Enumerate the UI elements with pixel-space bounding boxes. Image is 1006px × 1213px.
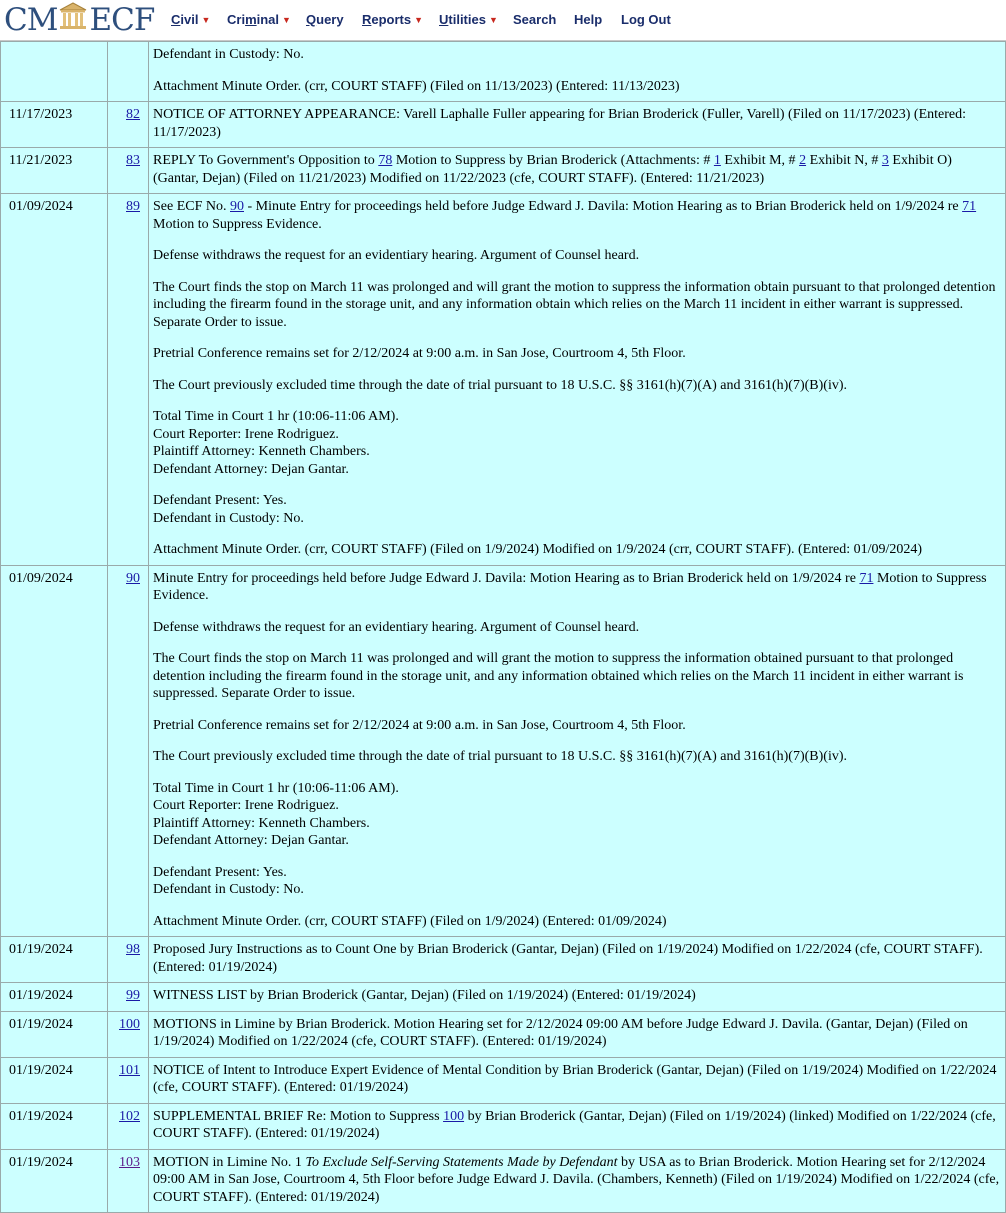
docket-number-link[interactable]: 100 bbox=[119, 1016, 140, 1032]
entry-text: Motion to Suppress Evidence. bbox=[153, 570, 987, 603]
date-cell: 01/19/2024 bbox=[1, 1057, 108, 1103]
entry-paragraph: The Court finds the stop on March 11 was prolonged and will grant the motion to suppress the information obtained pursuant to that prolonged detention including the firearm found in the storage unit, and any information obtained which relies on the March 11 incident in either warrant is suppressed. Separate Order to issue. bbox=[153, 651, 964, 701]
dropdown-caret-icon: ▼ bbox=[201, 15, 211, 25]
table-row bbox=[1, 565, 1006, 937]
docket-number-link[interactable]: 103 bbox=[119, 1154, 140, 1170]
entry-text: Exhibit N, # bbox=[806, 153, 882, 168]
entry-paragraph bbox=[153, 198, 1000, 233]
entry-line: Defendant in Custody: No. bbox=[153, 510, 304, 526]
docket-text-cell: NOTICE OF ATTORNEY APPEARANCE: Varell Laphalle Fuller appearing for Brian Broderick (Fuller, Varell) (Filed on 11/17/2023) (Entered: 11/17/2023) bbox=[149, 102, 1006, 148]
top-menu-bar bbox=[0, 0, 1006, 41]
entry-line: Defendant Present: Yes. bbox=[153, 864, 287, 880]
number-cell bbox=[108, 194, 149, 566]
docket-number-link[interactable]: 98 bbox=[126, 942, 140, 957]
entry-line: Court Reporter: Irene Rodriguez. bbox=[153, 426, 339, 442]
entry-paragraph: The Court previously excluded time through the date of trial pursuant to 18 U.S.C. §§ 3161(h)(7)(A) and 3161(h)(7)(B)(iv). bbox=[153, 749, 848, 764]
docket-text-cell: Proposed Jury Instructions as to Count One by Brian Broderick (Gantar, Dejan) (Filed on 1/19/2024) Modified on 1/22/2024 (cfe, COURT STAFF). (Entered: 01/19/2024) bbox=[149, 937, 1006, 983]
entry-text: Exhibit M, # bbox=[720, 153, 800, 168]
entry-paragraph: Attachment Minute Order. (crr, COURT STAFF) (Filed on 1/9/2024) (Entered: 01/09/2024) bbox=[153, 913, 667, 929]
date-cell: 01/09/2024 bbox=[1, 194, 108, 566]
entry-text-italic: To Exclude Self-Serving Statements Made by Defendant bbox=[305, 1154, 618, 1170]
date-cell: 11/17/2023 bbox=[1, 102, 108, 148]
logo-text-cm: CM bbox=[4, 2, 58, 38]
logo-text-ecf: ECF bbox=[89, 2, 155, 38]
entry-paragraph bbox=[153, 492, 1000, 527]
entry-paragraph bbox=[153, 408, 1000, 478]
docket-text-cell bbox=[149, 565, 1006, 937]
menu-search[interactable]: Search bbox=[513, 12, 557, 27]
entry-line: Total Time in Court 1 hr (10:06-11:06 AM). bbox=[153, 409, 399, 424]
table-row bbox=[1, 1011, 1006, 1057]
entry-line: Defendant in Custody: No. bbox=[153, 882, 304, 897]
entry-text: Minute Entry for proceedings held before Judge Edward J. Davila: Motion Hearing as to Brian Broderick held on 1/9/2024 re bbox=[153, 570, 860, 586]
table-row bbox=[1, 194, 1006, 566]
date-cell: 01/19/2024 bbox=[1, 1149, 108, 1213]
menu-query[interactable]: Query bbox=[306, 12, 344, 27]
table-row bbox=[1, 102, 1006, 148]
entry-paragraph: Defense withdraws the request for an evidentiary hearing. Argument of Counsel heard. bbox=[153, 619, 640, 635]
menu-utilities[interactable]: Utilities ▼ bbox=[439, 12, 498, 27]
number-cell bbox=[108, 565, 149, 937]
entry-text: by USA as to Brian Broderick. Motion Hearing set for 2/12/2024 09:00 AM in San Jose, Courtroom 4, 5th Floor before Judge Edward J. Davila. (Chambers, Kenneth) (Filed on 1/19/2024) Modified on 1/22/2024 (cfe, COURT STAFF). (Entered: 01/19/2024) bbox=[153, 1154, 1000, 1205]
table-row bbox=[1, 148, 1006, 194]
date-cell bbox=[1, 42, 108, 102]
entry-line: Plaintiff Attorney: Kenneth Chambers. bbox=[153, 444, 370, 459]
menu-log-out[interactable]: Log Out bbox=[621, 12, 671, 27]
date-cell: 01/19/2024 bbox=[1, 937, 108, 983]
entry-text: Motion to Suppress Evidence. bbox=[153, 216, 322, 232]
docket-number-link[interactable]: 101 bbox=[119, 1062, 140, 1078]
number-cell bbox=[108, 1149, 149, 1213]
courthouse-icon bbox=[58, 1, 88, 39]
docket-text-cell bbox=[149, 42, 1006, 102]
docket-text-cell: NOTICE of Intent to Introduce Expert Evidence of Mental Condition by Brian Broderick (Gantar, Dejan) (Filed on 1/19/2024) Modified on 1/22/2024 (cfe, COURT STAFF). (Entered: 01/19/2024) bbox=[149, 1057, 1006, 1103]
number-cell bbox=[108, 1103, 149, 1149]
number-cell bbox=[108, 1011, 149, 1057]
table-row bbox=[1, 1103, 1006, 1149]
table-row bbox=[1, 42, 1006, 102]
entry-text: SUPPLEMENTAL BRIEF Re: Motion to Suppress bbox=[153, 1108, 444, 1124]
docket-number-link[interactable]: 99 bbox=[126, 988, 140, 1003]
number-cell bbox=[108, 42, 149, 102]
docket-reference-link[interactable]: 90 bbox=[230, 199, 244, 214]
dropdown-caret-icon: ▼ bbox=[488, 15, 498, 25]
docket-reference-link[interactable]: 71 bbox=[962, 199, 977, 214]
cmecf-logo[interactable] bbox=[4, 1, 154, 39]
table-row bbox=[1, 1057, 1006, 1103]
entry-paragraph: Attachment Minute Order. (crr, COURT STAFF) (Filed on 11/13/2023) (Entered: 11/13/2023) bbox=[153, 78, 680, 94]
entry-line: Total Time in Court 1 hr (10:06-11:06 AM). bbox=[153, 780, 399, 796]
date-cell: 01/19/2024 bbox=[1, 1103, 108, 1149]
entry-text: Exhibit O) (Gantar, Dejan) (Filed on 11/21/2023) Modified on 11/22/2023 (cfe, COURT STAFF). (Entered: 11/21/2023) bbox=[153, 153, 952, 186]
date-cell: 01/09/2024 bbox=[1, 565, 108, 937]
number-cell bbox=[108, 983, 149, 1012]
docket-number-link[interactable]: 83 bbox=[126, 153, 140, 168]
entry-line: Plaintiff Attorney: Kenneth Chambers. bbox=[153, 815, 370, 831]
entry-paragraph: Defendant in Custody: No. bbox=[153, 47, 304, 62]
docket-text-cell: MOTIONS in Limine by Brian Broderick. Motion Hearing set for 2/12/2024 09:00 AM before Judge Edward J. Davila. (Gantar, Dejan) (Filed on 1/19/2024) Modified on 1/22/2024 (cfe, COURT STAFF). (Entered: 01/19/2024) bbox=[149, 1011, 1006, 1057]
entry-text: REPLY To Government's Opposition to bbox=[153, 153, 379, 168]
entry-line: Defendant Present: Yes. bbox=[153, 493, 287, 508]
entry-paragraph: Attachment Minute Order. (crr, COURT STAFF) (Filed on 1/9/2024) Modified on 1/9/2024 (crr, COURT STAFF). (Entered: 01/09/2024) bbox=[153, 542, 923, 557]
docket-number-link[interactable]: 82 bbox=[126, 107, 140, 122]
date-cell: 01/19/2024 bbox=[1, 983, 108, 1012]
entry-paragraph bbox=[153, 570, 1000, 605]
docket-number-link[interactable]: 102 bbox=[119, 1108, 140, 1124]
docket-text-cell bbox=[149, 194, 1006, 566]
entry-line: Defendant Attorney: Dejan Gantar. bbox=[153, 833, 349, 848]
entry-paragraph: Defense withdraws the request for an evidentiary hearing. Argument of Counsel heard. bbox=[153, 248, 640, 263]
dropdown-caret-icon: ▼ bbox=[282, 15, 291, 25]
entry-paragraph: Pretrial Conference remains set for 2/12/2024 at 9:00 a.m. in San Jose, Courtroom 4, 5th Floor. bbox=[153, 346, 686, 361]
entry-paragraph: The Court previously excluded time through the date of trial pursuant to 18 U.S.C. §§ 3161(h)(7)(A) and 3161(h)(7)(B)(iv). bbox=[153, 377, 848, 393]
entry-text: - Minute Entry for proceedings held before Judge Edward J. Davila: Motion Hearing as to Brian Broderick held on 1/9/2024 re bbox=[244, 199, 963, 214]
entry-paragraph: Pretrial Conference remains set for 2/12/2024 at 9:00 a.m. in San Jose, Courtroom 4, 5th Floor. bbox=[153, 717, 686, 733]
attachment-link[interactable]: 2 bbox=[799, 153, 807, 168]
entry-text: Motion to Suppress by Brian Broderick (Attachments: # bbox=[392, 153, 714, 168]
dropdown-caret-icon: ▼ bbox=[414, 15, 424, 25]
date-cell: 01/19/2024 bbox=[1, 1011, 108, 1057]
number-cell bbox=[108, 1057, 149, 1103]
menu-help[interactable]: Help bbox=[574, 12, 603, 27]
table-row bbox=[1, 983, 1006, 1012]
attachment-link[interactable]: 3 bbox=[881, 153, 889, 168]
menu-civil[interactable]: Civil ▼ bbox=[171, 12, 211, 27]
docket-number-link[interactable]: 90 bbox=[126, 570, 140, 586]
date-cell: 11/21/2023 bbox=[1, 148, 108, 194]
number-cell bbox=[108, 148, 149, 194]
entry-paragraph bbox=[153, 864, 1000, 899]
docket-reference-link[interactable]: 71 bbox=[859, 570, 874, 586]
table-row bbox=[1, 1149, 1006, 1213]
table-row bbox=[1, 937, 1006, 983]
entry-paragraph: The Court finds the stop on March 11 was prolonged and will grant the motion to suppress the information obtain pursuant to that prolonged detention including the firearm found in the storage unit, and any information obtain which relies on the March 11 incident in either warrant is suppressed. Separate Order to issue. bbox=[153, 279, 996, 330]
entry-text: by Brian Broderick (Gantar, Dejan) (Filed on 1/19/2024) (linked) Modified on 1/22/2024 (cfe, COURT STAFF). (Entered: 01/19/2024) bbox=[153, 1108, 996, 1141]
entry-text: MOTION in Limine No. 1 bbox=[153, 1154, 306, 1170]
docket-text-cell bbox=[149, 1149, 1006, 1213]
docket-reference-link[interactable]: 78 bbox=[378, 153, 393, 168]
attachment-link[interactable]: 1 bbox=[713, 153, 721, 168]
docket-number-link[interactable]: 89 bbox=[126, 199, 140, 214]
entry-paragraph bbox=[153, 780, 1000, 850]
docket-text-cell bbox=[149, 1103, 1006, 1149]
docket-text-cell: WITNESS LIST by Brian Broderick (Gantar, Dejan) (Filed on 1/19/2024) (Entered: 01/19/2024) bbox=[149, 983, 1006, 1012]
number-cell bbox=[108, 102, 149, 148]
menu-criminal[interactable]: Criminal ▼ bbox=[227, 12, 291, 27]
entry-line: Defendant Attorney: Dejan Gantar. bbox=[153, 461, 349, 477]
entry-text: See ECF No. bbox=[153, 199, 230, 214]
number-cell bbox=[108, 937, 149, 983]
docket-reference-link[interactable]: 100 bbox=[443, 1108, 465, 1124]
docket-table bbox=[0, 41, 1006, 1213]
docket-text-cell bbox=[149, 148, 1006, 194]
menu-reports[interactable]: Reports ▼ bbox=[362, 12, 424, 27]
entry-line: Court Reporter: Irene Rodriguez. bbox=[153, 798, 339, 813]
